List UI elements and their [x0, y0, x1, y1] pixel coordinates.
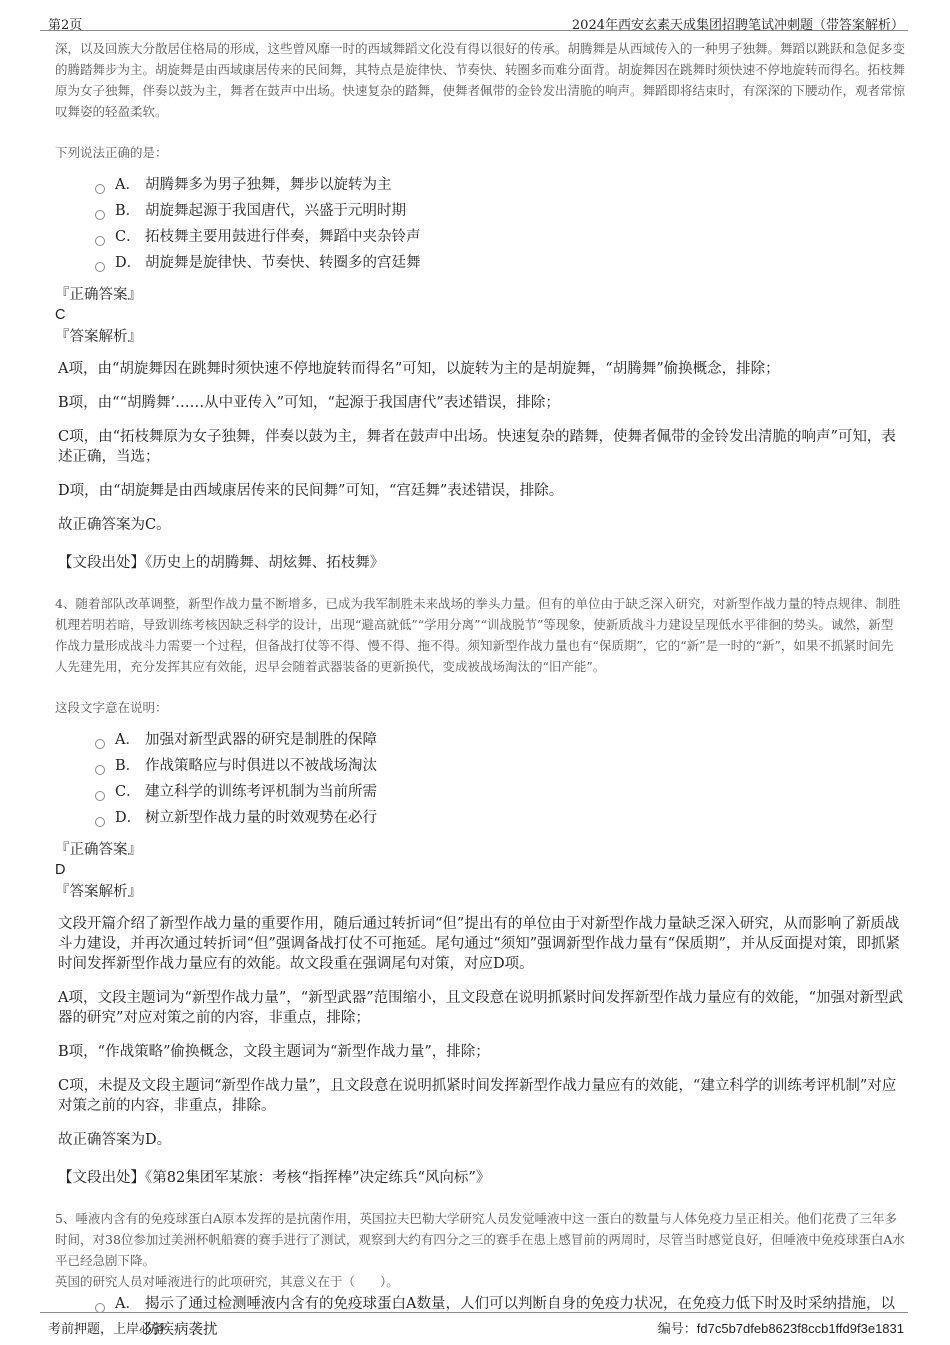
option-text: 加强对新型武器的研究是制胜的保障	[145, 732, 377, 748]
option-label: D．	[115, 810, 142, 826]
option-label: B．	[115, 203, 141, 219]
q4-options	[95, 732, 905, 836]
option-label: A．	[115, 177, 140, 193]
option-text: 树立新型作战力量的时效观势在必行	[145, 810, 377, 826]
document-id: 编号：fd7c5b7dfeb8623f8ccb1ffd9f3e1831	[657, 1321, 904, 1336]
radio-button[interactable]	[95, 817, 105, 827]
option-text: 拓枝舞主要用鼓进行伴奏，舞蹈中夹杂铃声	[145, 229, 421, 245]
radio-button[interactable]	[95, 262, 105, 272]
option-text: 胡腾舞多为男子独舞，舞步以旋转为主	[145, 177, 392, 193]
option-label: C．	[115, 784, 141, 800]
question-4	[55, 593, 905, 1188]
q3-analysis-d: D项，由“胡旋舞是由西域康居传来的民间舞”可知，“宫廷舞”表述错误，排除。	[58, 483, 564, 499]
q4-prompt: 这段文字意在说明：	[55, 700, 168, 715]
q3-answer: C	[55, 307, 66, 323]
q4-analysis-b: B项，“作战策略”偷换概念，文段主题词为“新型作战力量”，排除；	[58, 1044, 490, 1060]
option-label: A．	[115, 1296, 140, 1312]
option-text: 揭示了通过检测唾液内含有的免疫球蛋白A数量，人们可以判断自身的免疫力状况，在免疫力低下时及时采纳措施，以防疾病袭扰	[145, 1296, 895, 1338]
q4-analysis-summary: 文段开篇介绍了新型作战力量的重要作用，随后通过转折词“但”提出有的单位由于对新型作战力量缺乏深入研究，从而影响了新质战斗力建设，并再次通过转折词“但”强调备战打仗不可拖延。尾句通过“须知”强调新型作战力量有“保质期”，并从反面提对策，即抓紧时间发挥新型作战力量应有的效能。故文段重在强调尾句对策，对应D项。	[58, 916, 900, 972]
radio-button[interactable]	[95, 739, 105, 749]
radio-button[interactable]	[95, 236, 105, 246]
option-text: 胡旋舞是旋律快、节奏快、转圈多的宫廷舞	[145, 255, 421, 271]
question-3	[55, 38, 905, 573]
footer-slogan: 考前押题，上岸必备	[48, 1322, 166, 1337]
radio-button[interactable]	[95, 184, 105, 194]
radio-button[interactable]	[95, 210, 105, 220]
q4-analysis-heading: 『答案解析』	[55, 884, 142, 900]
q3-option-d[interactable]	[95, 255, 905, 281]
radio-button[interactable]	[95, 791, 105, 801]
option-text: 建立科学的训练考评机制为当前所需	[145, 784, 377, 800]
option-label: B．	[115, 758, 141, 774]
q4-analysis-c: C项，未提及文段主题词“新型作战力量”，且文段意在说明抓紧时间发挥新型作战力量应有的效能，“建立科学的训练考评机制”对应对策之前的内容，非重点，排除。	[58, 1078, 897, 1114]
q3-analysis-heading: 『答案解析』	[55, 329, 142, 345]
q3-analysis-c: C项，由“拓枝舞原为女子独舞，伴奏以鼓为主，舞者在鼓声中出场。快速复杂的踏舞，使舞者佩带的金铃发出清脆的响声”可知，表述正确，当选；	[58, 429, 896, 465]
q3-conclusion: 故正确答案为C。	[58, 517, 171, 533]
q3-answer-heading: 『正确答案』	[55, 287, 142, 303]
q3-passage: 深，以及回族大分散居住格局的形成，这些曾风靡一时的西域舞蹈文化没有得以很好的传承。胡腾舞是从西域传入的一种男子独舞。舞蹈以跳跃和急促多变的腾踏舞步为主。胡旋舞是由西域康居传来的民间舞，其特点是旋律快、节奏快、转圈多而难分面背。胡旋舞因在跳舞时须快速不停地旋转而得名。拓枝舞原为女子独舞，伴奏以鼓为主，舞者在鼓声中出场。快速复杂的踏舞，使舞者佩带的金铃发出清脆的响声。舞蹈即将结束时，有深深的下腰动作，观者常惊叹舞姿的轻盈柔软。	[55, 41, 906, 119]
radio-button[interactable]	[95, 765, 105, 775]
page-header	[40, 8, 908, 31]
option-label: C．	[115, 229, 141, 245]
q4-option-d[interactable]	[95, 810, 905, 836]
q3-options	[95, 177, 905, 281]
q4-analysis-a: A项，文段主题词为“新型作战力量”，“新型武器”范围缩小，且文段意在说明抓紧时间发挥新型作战力量应有的效能，“加强对新型武器的研究”对应对策之前的内容，非重点，排除；	[58, 990, 904, 1026]
q4-answer: D	[55, 862, 66, 878]
page-footer	[40, 1312, 908, 1337]
q3-source: 【文段出处】《历史上的胡腾舞、胡炫舞、拓枝舞》	[58, 555, 385, 571]
q3-analysis-b: B项，由““胡腾舞’……从中亚传入”可知，“起源于我国唐代”表述错误，排除；	[58, 395, 560, 411]
page-number: 第2页	[48, 18, 83, 33]
option-label: D．	[115, 255, 142, 271]
q4-answer-heading: 『正确答案』	[55, 842, 142, 858]
option-text: 胡旋舞起源于我国唐代，兴盛于元明时期	[145, 203, 406, 219]
q5-prompt: 英国的研究人员对唾液进行的此项研究，其意义在于（ ）。	[55, 1274, 399, 1289]
q3-prompt: 下列说法正确的是：	[55, 145, 168, 160]
page-content	[55, 38, 905, 1343]
q4-source: 【文段出处】《第82集团军某旅：考核“指挥棒”决定练兵“风向标”》	[58, 1170, 491, 1186]
q3-analysis-a: A项，由“胡旋舞因在跳舞时须快速不停地旋转而得名”可知，以旋转为主的是胡旋舞，“胡腾舞”偷换概念，排除；	[58, 361, 780, 377]
q4-stem: 4、随着部队改革调整，新型作战力量不断增多，已成为我军制胜未来战场的拳头力量。但有的单位由于缺乏深入研究，对新型作战力量的特点规律、制胜机理若明若暗，导致训练考核因缺乏科学的设计，出现“避高就低”“学用分离”“训战脱节”等现象，使新质战斗力建设呈现低水平徘徊的势头。诚然，新型作战力量形成战斗力需要一个过程，但备战打仗等不得、慢不得、拖不得。须知新型作战力量也有“保质期”，它的“新”是一时的“新”，如果不抓紧时间先人先建先用，充分发挥其应有效能，迟早会随着武器装备的更新换代，变成被战场淘汰的“旧产能”。	[55, 596, 901, 674]
option-label: A．	[115, 732, 140, 748]
q4-conclusion: 故正确答案为D。	[58, 1132, 172, 1148]
q5-stem: 5、唾液内含有的免疫球蛋白A原本发挥的是抗菌作用，英国拉夫巴勒大学研究人员发觉唾液中这一蛋白的数量与人体免疫力呈正相关。他们花费了三年多时间，对38位参加过美洲杯帆船赛的赛手进行了测试，观察到大约有四分之三的赛手在患上感冒前的两周时，尽管当时感觉良好，但唾液中免疫球蛋白A水平已经急剧下降。	[55, 1211, 905, 1268]
option-text: 作战策略应与时俱进以不被战场淘汰	[145, 758, 377, 774]
document-title: 2024年西安玄素天成集团招聘笔试冲刺题（带答案解析）	[571, 18, 904, 33]
